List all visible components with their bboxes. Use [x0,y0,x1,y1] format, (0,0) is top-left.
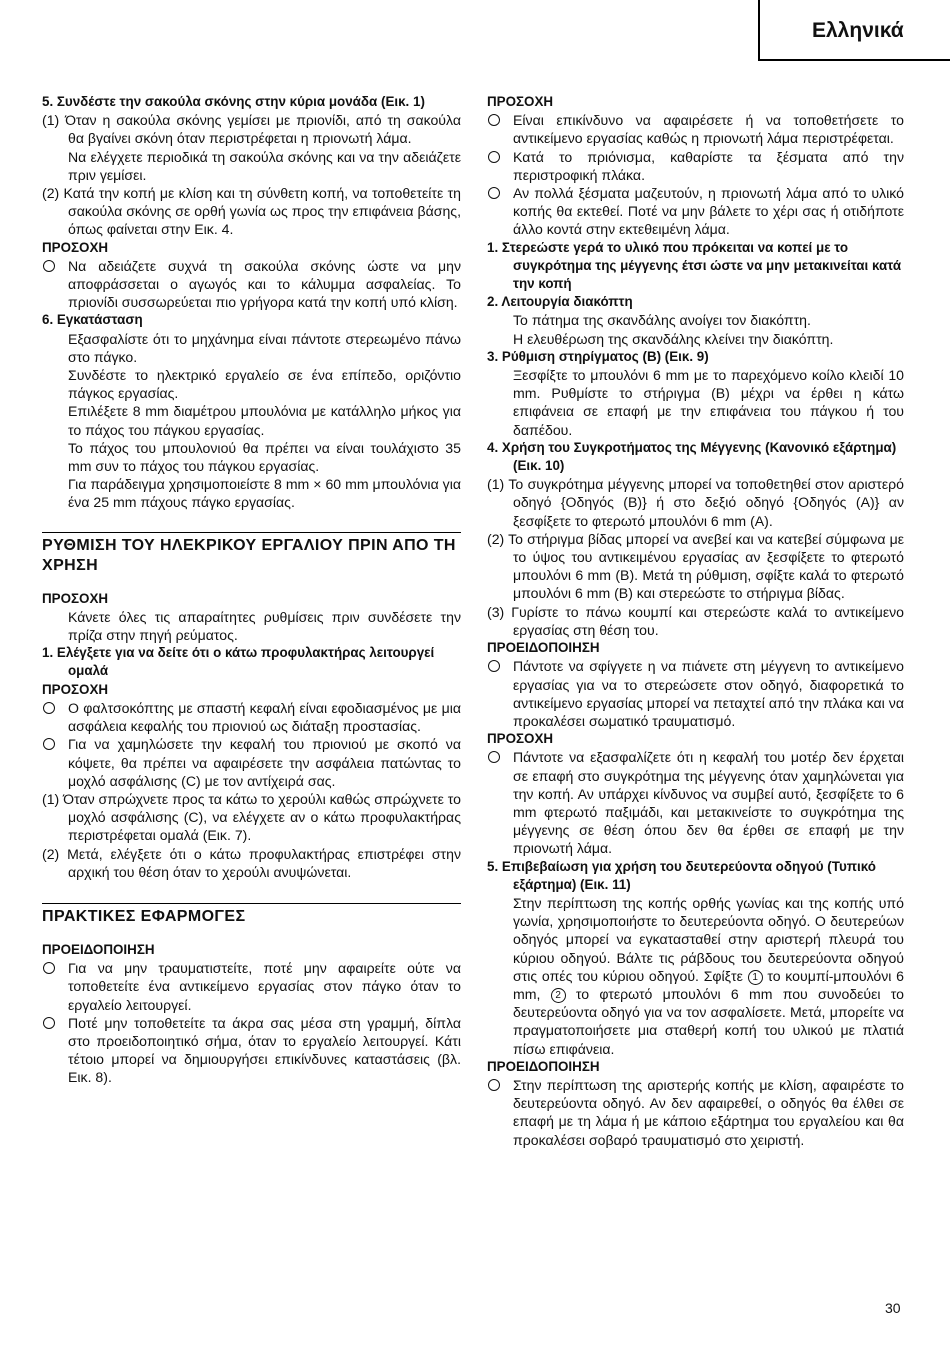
language-label: Ελληνικά [812,19,904,42]
step-5-text-b: το κουμπί-μπουλόνι 6 mm, [513,967,905,1002]
caution-label: ΠΡΟΣΟΧΗ [487,731,554,747]
caution-label: ΠΡΟΣΟΧΗ [42,681,109,697]
step-5-paragraph-1b: Να ελέγχετε περιοδικά τη σακούλα σκόνης και να την αδειάζετε πριν γεμίσει. [68,148,461,183]
step-5-heading: 5. Επιβεβαίωση για χρήση του δευτερεύοντα οδηγού (Τυπικό εξάρτημα) (Εικ. 11) [487,858,876,892]
step-6-paragraph: Για παράδειγμα χρησιμοποιείστε 8 mm × 60 mm μπουλόνια για ένα 25 mm πάχους πάγκο εργασίας. [68,476,461,511]
warning-label: ΠΡΟΕΙΔΟΠΟΙΗΣΗ [487,640,600,656]
page-number: 30 [885,1300,901,1316]
right-column [487,93,904,1149]
step-1-paragraph-2: (2) Μετά, ελέγξετε ότι ο κάτω προφυλακτήρας επιστρέφει στην αρχική του θέση όταν το χερούλι ανυψώνεται. [42,845,461,880]
step-6-paragraph: Εξασφαλίστε ότι το μηχάνημα είναι πάντοτε στερεωμένο πάνω στο πάγκο. [68,330,461,365]
section-heading-adjustment: ΡΥΘΜΙΣΗ ΤΟΥ ΗΛΕΚΡΙΚΟΥ ΕΡΓΑΛΙΟΥ ΠΡΙΝ ΑΠΟ ΤΗ ΧΡΗΣΗ [42,532,461,576]
warning-bullet: Ποτέ μην τοποθετείτε τα άκρα σας μέσα στη γραμμή, δίπλα στο προειδοποιητικό σήμα, όταν το εργαλείο λειτουργεί. Κάτι τέτοιο μπορεί να δημιουργήσει επικίνδυνες καταστάσεις (βλ. Εικ. 8). [42,1014,461,1087]
warning-bullet: Για να μην τραυματιστείτε, ποτέ μην αφαιρείτε ούτε να τοποθετείτε ένα αντικείμενο εργασίας στον πάγκο όταν το εργαλείο λειτουργεί. [42,959,461,1014]
warning-label: ΠΡΟΕΙΔΟΠΟΙΗΣΗ [42,941,155,957]
step-2-paragraph: Το πάτημα της σκανδάλης ανοίγει τον διακόπτη. [513,312,811,329]
step-4-paragraph-2: (2) Το στήριγμα βίδας μπορεί να ανεβεί και να κατεβεί σύμφωνα με το ύψος του αντικειμένου εργασίας αν ξεσφίξετε το φτερωτό μπουλόνι 6 mm (B). Μετά τη ρύθμιση, σφίξτε καλά το φτερωτό μπουλόνι 6 mm (B) και στερεώστε το στήριγμα βίδας. [487,530,904,602]
step-3-paragraph: Ξεσφίξτε το μπουλόνι 6 mm με το παρεχόμενο κοίλο κλειδί 10 mm. Ρυθμίστε το στήριγμα (B) μέχρι να έρθει η κάτω επιφάνεια σε επαφή με την επιφάνεια του πάγκου ή του δαπέδου. [513,367,904,438]
left-column [42,93,461,1087]
step-5-paragraph-1: (1) Όταν η σακούλα σκόνης γεμίσει με πριονίδι, από τη σακούλα θα βγαίνει σκόνη όταν περιστρέφεται η πριονωτή λάμα. [42,112,461,147]
caution-bullet: Ο φαλτσοκόπτης με σπαστή κεφαλή είναι εφοδιασμένος με μια ασφάλεια κεφαλής του πριονιού ως διάταξη προστασίας. [42,699,461,735]
caution-bullet: Αν πολλά ξέσματα μαζευτούν, η πριονωτή λάμα από το υλικό κοπής θα εκτεθεί. Ποτέ να μην βάλετε το χέρι σας ή οτιδήποτε άλλο κοντά στην εκτεθειμένη λάμα. [487,184,904,239]
caution-paragraph: Κάνετε όλες τις απαραίτητες ρυθμίσεις πριν συνδέσετε την πρίζα στην πηγή ρεύματος. [68,608,461,644]
callout-2-icon: 2 [551,988,566,1003]
warning-bullet: Στην περίπτωση της αριστερής κοπής με κλίση, αφαιρέστε το δευτερεύοντα οδηγό. Αν δεν αφαιρεθεί, ο οδηγός θα έλθει σε επαφή με τη λάμα ή με κάποιο εξάρτημα του εργαλείου και θα προκαλέσει σοβαρό τραυματισμό στο χειριστή. [487,1076,904,1149]
step-5-paragraph [487,894,904,1058]
caution-bullet: Να αδειάζετε συχνά τη σακούλα σκόνης ώστε να μην αποφράσσεται ο αγωγός και το κάλυμμα ασφαλείας. Το πριονίδι συσσωρεύεται πιο γρήγορα κατά την κοπή υπό κλίση. [42,257,461,312]
step-5-text-a: Στην περίπτωση της κοπής ορθής γωνίας και της κοπής υπό γωνία, χρησιμοποιήστε το δευτερεύοντα οδηγό. Ο δευτερεύων οδηγός μπορεί να εγκατασταθεί στην αριστερή πλευρά του κύριου οδηγού. Βάλτε τις ράβδους του δευτερεύοντα οδηγού στις οπές του κύριου οδηγού. Σφίξτε [513,894,904,984]
step-5-text-c: το φτερωτό μπουλόνι 6 mm που συνοδεύει το δευτερεύοντα οδηγό για να τον ασφαλίσετε. Μετά, μπορείτε να πραγματοποιήσετε μια σταθερή κοπή του υλικού με πλατιά πίσω επιφάνεια. [513,985,904,1057]
warning-label: ΠΡΟΕΙΔΟΠΟΙΗΣΗ [487,1058,600,1074]
section-heading-practical: ΠΡΑΚΤΙΚΕΣ ΕΦΑΡΜΟΓΕΣ [42,903,461,927]
step-1-heading: 1. Στερεώστε γερά το υλικό που πρόκειται να κοπεί με το συγκρότημα της μέγγενης έτσι ώστε να μην μετακινείται κατά την κοπή [487,239,902,292]
caution-label: ΠΡΟΣΟΧΗ [42,590,109,606]
step-6-paragraph: Συνδέστε το ηλεκτρικό εργαλείο σε ένα επίπεδο, οριζόντιο πάγκος εργασίας. [68,367,461,402]
caution-label: ΠΡΟΣΟΧΗ [42,239,109,255]
step-3-heading: 3. Ρύθμιση στηρίγματος (B) (Εικ. 9) [487,348,709,364]
step-2-heading: 2. Λειτουργία διακόπτη [487,294,633,310]
step-2-paragraph: Η ελευθέρωση της σκανδάλης κλείνει την διακόπτη. [513,330,834,347]
step-1-heading: 1. Ελέγξετε για να δείτε ότι ο κάτω προφυλακτήρας λειτουργεί ομαλά [42,645,435,679]
step-4-heading: 4. Χρήση του Συγκροτήματος της Μέγγενης (Κανονικό εξάρτημα) (Εικ. 10) [487,439,897,474]
language-tab [758,0,950,61]
caution-bullet: Είναι επικίνδυνο να αφαιρέσετε ή να τοποθετήσετε το αντικείμενο εργασίας καθώς η πριονωτή λάμα περιστρέφεται. [487,111,904,147]
caution-bullet: Κατά το πριόνισμα, καθαρίστε τα ξέσματα από την περιστροφική πλάκα. [487,148,904,184]
callout-1-icon: 1 [748,970,763,985]
step-5-heading: 5. Συνδέστε την σακούλα σκόνης στην κύρια μονάδα (Εικ. 1) [42,94,425,109]
warning-bullet: Πάντοτε να σφίγγετε η να πιάνετε στη μέγγενη το αντικείμενο εργασίας για να το στερεώσετε στον οδηγό, διαφορετικά το αντικείμενο εργασίας μπορεί να πεταχτεί από την πλάκα και να προκαλέσει σωματικό τραυματισμό. [487,657,904,730]
step-5-paragraph-2: (2) Κατά την κοπή με κλίση και τη σύνθετη κοπή, να τοποθετείτε τη σακούλα σκόνης σε ορθή γωνία ως προς την επιφάνεια βάσης, όπως φαίνεται στην Εικ. 4. [42,185,461,238]
step-6-heading: 6. Εγκατάσταση [42,312,143,328]
step-6-paragraph: Το πάχος του μπουλονιού θα πρέπει να είναι τουλάχιστο 35 mm συν το πάχος του πάγκου εργασίας. [68,439,461,475]
step-6-paragraph: Επιλέξετε 8 mm διαμέτρου μπουλόνια με κατάλληλο μήκος για το πάχος του πάγκου εργασίας. [68,403,461,438]
caution-bullet: Για να χαμηλώσετε την κεφαλή του πριονιού με σκοπό να κόψετε, θα πρέπει να αφαιρέσετε την ασφάλεια πατώντας το μοχλό ασφάλισης (C) με τον αντίχειρά σας. [42,735,461,790]
step-1-paragraph-1: (1) Όταν σπρώχνετε προς τα κάτω το χερούλι καθώς σπρώχνετε το μοχλό ασφάλισης (C), να ελέγχετε αν ο κάτω προφυλακτήρας περιστρέφεται ομαλά (Εικ. 7). [42,790,461,844]
step-4-paragraph-3: (3) Γυρίστε το πάνω κουμπί και στερεώστε καλά το αντικείμενο εργασίας στη θέση του. [487,603,904,638]
caution-bullet: Πάντοτε να εξασφαλίζετε ότι η κεφαλή του μοτέρ δεν έρχεται σε επαφή στο συγκρότημα της μέγγενης όταν χαμηλώνεται για την κοπή. Αν υπάρχει κίνδυνος να συμβεί αυτό, ξεσφίξετε το 6 mm φτερωτό παξιμάδι, και μετακινείστε το συγκρότημα της μέγγενης σε θέση όπου δεν θα έρθει σε επαφή με την πριονωτή λάμα. [487,748,904,857]
step-4-paragraph-1: (1) Το συγκρότημα μέγγενης μπορεί να τοποθετηθεί στον αριστερό οδηγό {Οδηγός (B)} ή στο δεξιό οδηγό {Οδηγός (A)} αν ξεσφίξετε το φτερωτό μπουλόνι 6 mm (A). [487,476,904,529]
caution-label: ΠΡΟΣΟΧΗ [487,94,554,109]
